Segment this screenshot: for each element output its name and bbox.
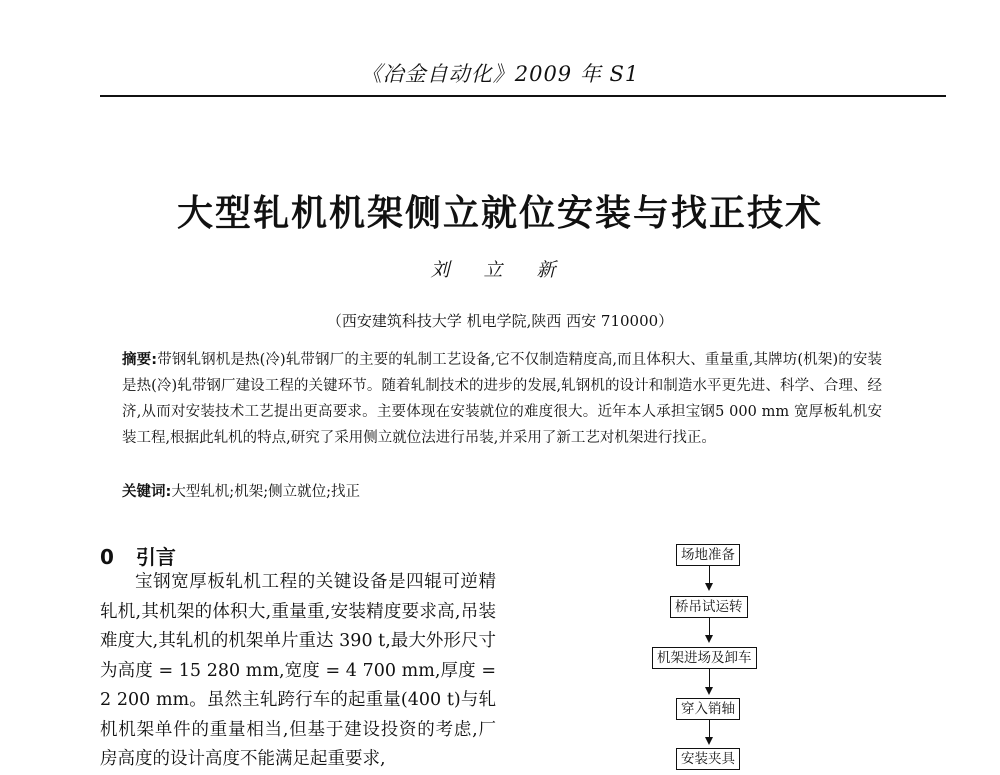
keywords-label: 关键词:: [122, 484, 172, 500]
section-title: 引言: [135, 545, 176, 569]
affiliation: （西安建筑科技大学 机电学院,陕西 西安 710000）: [326, 312, 674, 330]
section-heading: [100, 541, 176, 570]
paper-title: 大型轧机机架侧立就位安装与找正技术: [176, 193, 823, 234]
author-name: 刘 立 新: [430, 259, 570, 281]
keywords-text: 大型轧机;机架;侧立就位;找正: [171, 484, 360, 500]
flow-step-5: 安装夹具: [676, 748, 740, 770]
flow-arrow-3: [709, 669, 710, 693]
section-number: 0: [100, 545, 114, 569]
keywords: [122, 479, 882, 505]
flow-arrow-1: [709, 566, 710, 589]
abstract-label: 摘要:: [122, 352, 158, 368]
abstract-text: 带钢轧钢机是热(冷)轧带钢厂的主要的轧制工艺设备,它不仅制造精度高,而且体积大、重量重,其牌坊(机架)的安装是热(冷)轧带钢厂建设工程的关键环节。随着轧制技术的进步的发展,轧钢机的设计和制造水平更先进、科学、合理、经济,从而对安装技术工艺提出更高要求。主要体现在安装就位的难度很大。近年本人承担宝钢5 000 mm 宽厚板轧机安装工程,根据此轧机的特点,研究了采用侧立就位法进行吊装,并采用了新工艺对机架进行找正。: [122, 352, 882, 446]
flow-arrow-2: [709, 618, 710, 641]
journal-header: 《冶金自动化》2009 年 S1: [360, 62, 640, 86]
abstract: [122, 347, 882, 451]
flow-arrow-4: [709, 720, 710, 743]
flow-step-1: 场地准备: [676, 544, 740, 566]
intro-paragraph: 宝钢宽厚板轧机工程的关键设备是四辊可逆精轧机,其机架的体积大,重量重,安装精度要求高,吊装难度大,其轧机的机架单片重达 390 t,最大外形尺寸为高度 = 15 280 mm,宽度 = 4 700 mm,厚度 = 2 200 mm。虽然主轧跨行车的起重量(400 t)与轧机机架单件的重量相当,但基于建设投资的考虑,厂房高度的设计高度不能满足起重要求,: [100, 572, 496, 769]
flow-step-2: 桥吊试运转: [670, 596, 748, 618]
flow-step-3: 机架进场及卸车: [652, 647, 757, 669]
flow-step-4: 穿入销轴: [676, 698, 740, 720]
header-rule: [100, 95, 946, 97]
body-column-left: [100, 568, 496, 775]
process-flowchart: [560, 530, 860, 767]
